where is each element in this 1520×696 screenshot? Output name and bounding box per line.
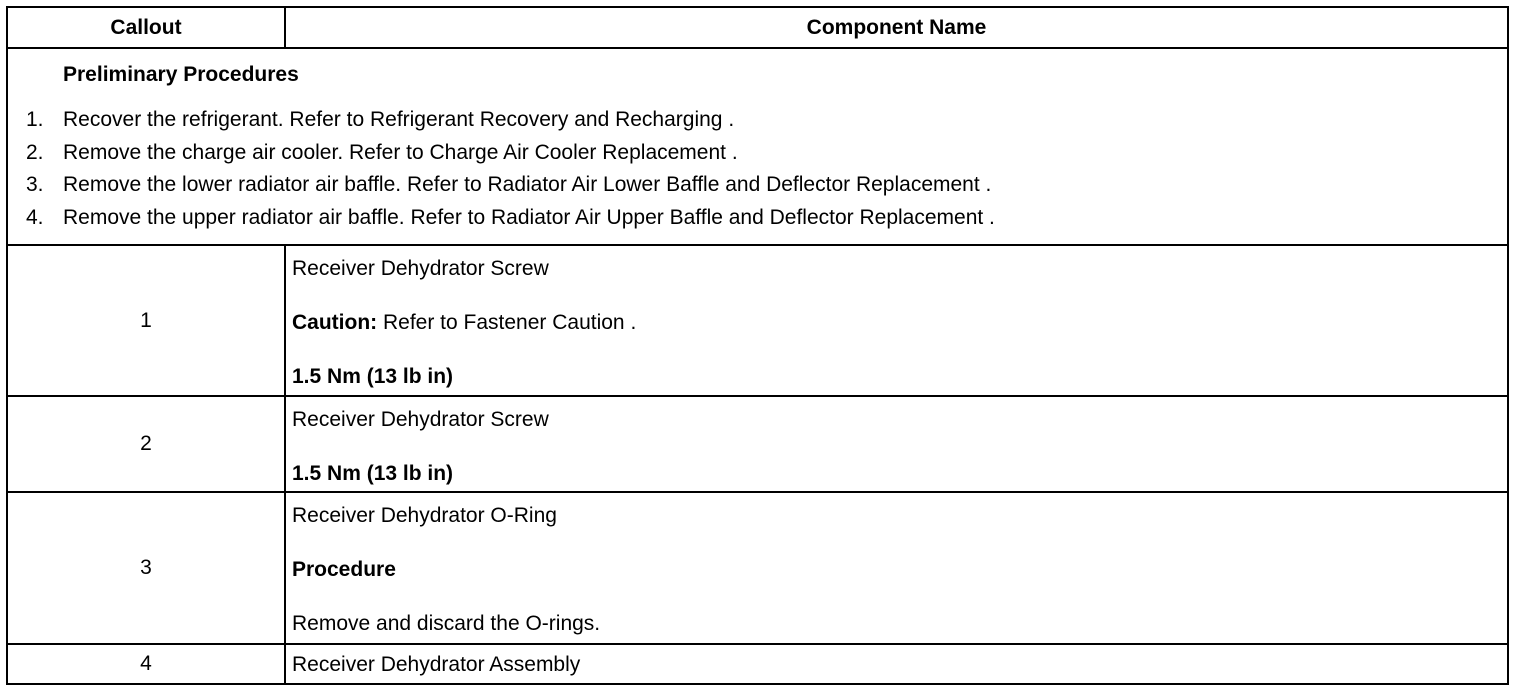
preliminary-title: Preliminary Procedures [63,63,299,86]
step-text: Remove the charge air cooler. Refer to Charge Air Cooler Replacement . [63,140,738,164]
caution-label: Caution: [292,311,378,334]
header-callout: Callout [7,7,285,48]
callout-cell: 1 [7,245,285,396]
preliminary-step [8,104,1507,137]
preliminary-step [8,169,1507,202]
torque-spec: 1.5 Nm (13 lb in) [292,365,454,388]
caution-line [292,309,1507,336]
callout-cell: 2 [7,396,285,492]
table-row [7,492,1508,644]
component-name: Receiver Dehydrator Assembly [292,652,581,676]
table-header-row [7,7,1508,48]
preliminary-cell [7,48,1508,245]
table-row [7,644,1508,684]
step-number: 4. [26,205,44,229]
procedure-label: Procedure [292,558,396,581]
step-number: 2. [26,140,44,164]
component-name: Receiver Dehydrator Screw [292,257,549,280]
preliminary-step [8,202,1507,235]
table-row [7,245,1508,396]
step-number: 3. [26,173,44,196]
step-text: Remove the upper radiator air baffle. Refer to Radiator Air Upper Baffle and Deflector Replacement . [63,205,995,229]
component-cell [285,245,1508,396]
preliminary-steps [8,104,1507,234]
component-name: Receiver Dehydrator Screw [292,408,549,431]
preliminary-step [8,137,1507,170]
step-text: Recover the refrigerant. Refer to Refrigerant Recovery and Recharging . [63,108,735,131]
caution-text: Refer to Fastener Caution . [377,311,637,334]
component-cell [285,492,1508,644]
step-number: 1. [26,108,44,131]
component-name: Receiver Dehydrator O-Ring [292,504,557,527]
table-row [7,396,1508,492]
component-table [6,6,1509,685]
header-component-name: Component Name [285,7,1508,48]
component-cell [285,396,1508,492]
callout-cell: 3 [7,492,285,644]
preliminary-row [7,48,1508,245]
callout-cell: 4 [7,644,285,684]
procedure-text: Remove and discard the O-rings. [292,612,601,635]
step-text: Remove the lower radiator air baffle. Refer to Radiator Air Lower Baffle and Deflector Replacement . [63,173,992,196]
torque-spec: 1.5 Nm (13 lb in) [292,462,454,485]
component-cell [285,644,1508,684]
